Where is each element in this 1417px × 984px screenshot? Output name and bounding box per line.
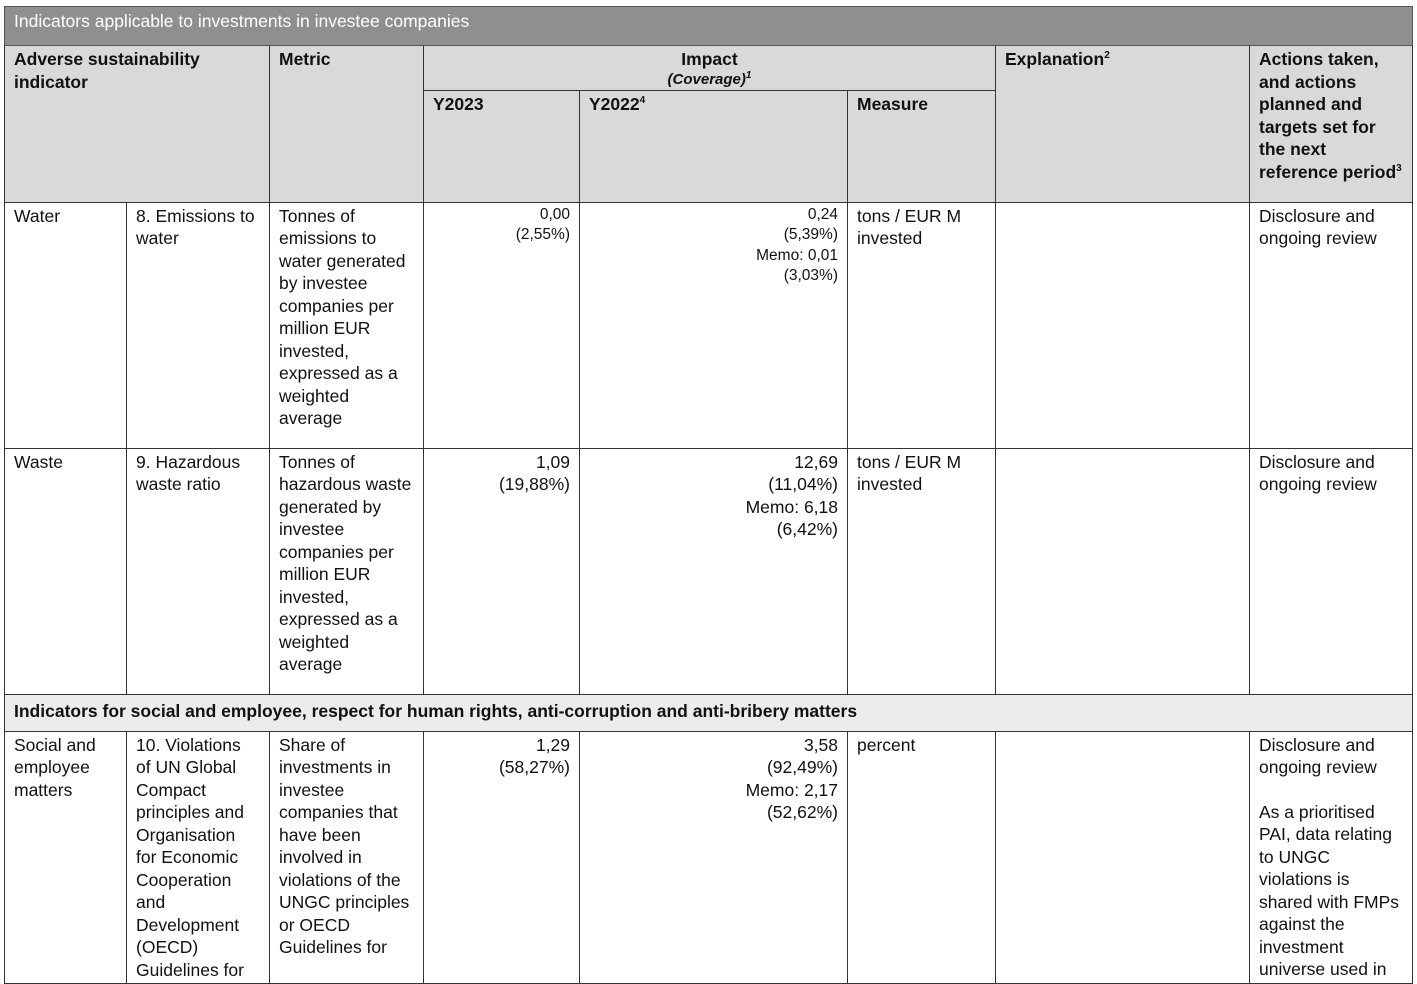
y2023-value: 1,29 bbox=[535, 734, 570, 755]
footnote-3: 3 bbox=[1396, 162, 1402, 174]
y2023-value: 1,09 bbox=[535, 451, 570, 472]
footnote-4: 4 bbox=[639, 94, 646, 106]
pai-indicators-table bbox=[4, 6, 1413, 984]
header-metric: Metric bbox=[270, 46, 424, 203]
y2022-memo-coverage: (52,62%) bbox=[766, 802, 838, 822]
y2022-memo: Memo: 0,01 bbox=[756, 246, 838, 264]
row-metric: Share of investments in investee companies that have been involved in violations of the UNGC principles or OECD Guidelines for bbox=[270, 731, 424, 984]
row-measure: percent bbox=[848, 731, 996, 984]
row-actions: Disclosure and ongoing review bbox=[1250, 202, 1413, 448]
row-explanation bbox=[996, 448, 1250, 694]
y2022-coverage: (92,49%) bbox=[766, 757, 838, 777]
row-explanation bbox=[996, 731, 1250, 984]
row-category: Social and employee matters bbox=[5, 731, 127, 984]
y2023-coverage: (19,88%) bbox=[498, 474, 570, 494]
header-measure: Measure bbox=[848, 90, 996, 202]
row-y2023 bbox=[424, 731, 580, 984]
header-coverage bbox=[433, 71, 986, 88]
header-y2022 bbox=[580, 90, 848, 202]
row-y2022 bbox=[580, 448, 848, 694]
section-heading: Indicators for social and employee, respect for human rights, anti-corruption and anti-bribery matters bbox=[5, 694, 1413, 731]
table-row-waste bbox=[5, 448, 1413, 694]
header-indicator: Adverse sustainability indicator bbox=[5, 46, 270, 203]
row-explanation bbox=[996, 202, 1250, 448]
header-impact-label: Impact bbox=[681, 49, 738, 69]
row-y2023 bbox=[424, 448, 580, 694]
header-y2022-label: Y2022 bbox=[589, 93, 640, 114]
row-indicator: 8. Emissions to water bbox=[127, 202, 270, 448]
banner-row bbox=[5, 7, 1413, 46]
y2022-memo: Memo: 2,17 bbox=[745, 779, 838, 800]
y2023-value: 0,00 bbox=[539, 205, 570, 223]
row-metric: Tonnes of emissions to water generated by investee companies per million EUR invested, expressed as a weighted average bbox=[270, 202, 424, 448]
y2022-value: 3,58 bbox=[803, 734, 838, 755]
y2022-coverage: (11,04%) bbox=[768, 474, 838, 494]
header-impact bbox=[424, 46, 996, 91]
header-explanation-label: Explanation bbox=[1005, 49, 1105, 69]
row-actions bbox=[1250, 731, 1413, 984]
row-measure: tons / EUR M invested bbox=[848, 448, 996, 694]
header-actions bbox=[1250, 46, 1413, 203]
actions-extra-text: As a prioritised PAI, data relating to UNGC violations is shared with FMPs against the investment universe used in bbox=[1259, 801, 1400, 979]
row-category: Waste bbox=[5, 448, 127, 694]
row-category: Water bbox=[5, 202, 127, 448]
actions-text: Disclosure and ongoing review bbox=[1259, 734, 1377, 777]
table-row-water bbox=[5, 202, 1413, 448]
y2023-coverage: (58,27%) bbox=[498, 757, 570, 777]
y2022-value: 12,69 bbox=[794, 451, 838, 472]
paragraph-gap bbox=[1259, 779, 1403, 801]
y2022-memo-coverage: (3,03%) bbox=[783, 267, 838, 284]
header-row-1 bbox=[5, 46, 1413, 91]
row-indicator: 10. Violations of UN Global Compact principles and Organisation for Economic Cooperation and Development (OECD) Guidelines for bbox=[127, 731, 270, 984]
header-coverage-label: (Coverage) bbox=[667, 70, 746, 88]
header-actions-label: Actions taken, and actions planned and targets set for the next reference period bbox=[1259, 49, 1397, 182]
row-indicator: 9. Hazardous waste ratio bbox=[127, 448, 270, 694]
y2022-value: 0,24 bbox=[807, 205, 838, 223]
y2022-coverage: (5,39%) bbox=[783, 226, 838, 243]
footnote-1: 1 bbox=[745, 69, 752, 81]
row-actions: Disclosure and ongoing review bbox=[1250, 448, 1413, 694]
table-banner: Indicators applicable to investments in investee companies bbox=[5, 7, 1413, 46]
row-y2023 bbox=[424, 202, 580, 448]
footnote-2: 2 bbox=[1104, 50, 1110, 62]
row-y2022 bbox=[580, 202, 848, 448]
row-y2022 bbox=[580, 731, 848, 984]
y2022-memo: Memo: 6,18 bbox=[745, 496, 838, 517]
y2022-memo-coverage: (6,42%) bbox=[776, 519, 838, 539]
header-y2023: Y2023 bbox=[424, 90, 580, 202]
y2023-coverage: (2,55%) bbox=[515, 226, 570, 243]
section-row-social bbox=[5, 694, 1413, 731]
row-metric: Tonnes of hazardous waste generated by investee companies per million EUR invested, expressed as a weighted average bbox=[270, 448, 424, 694]
header-explanation bbox=[996, 46, 1250, 203]
row-measure: tons / EUR M invested bbox=[848, 202, 996, 448]
table-row-social bbox=[5, 731, 1413, 984]
